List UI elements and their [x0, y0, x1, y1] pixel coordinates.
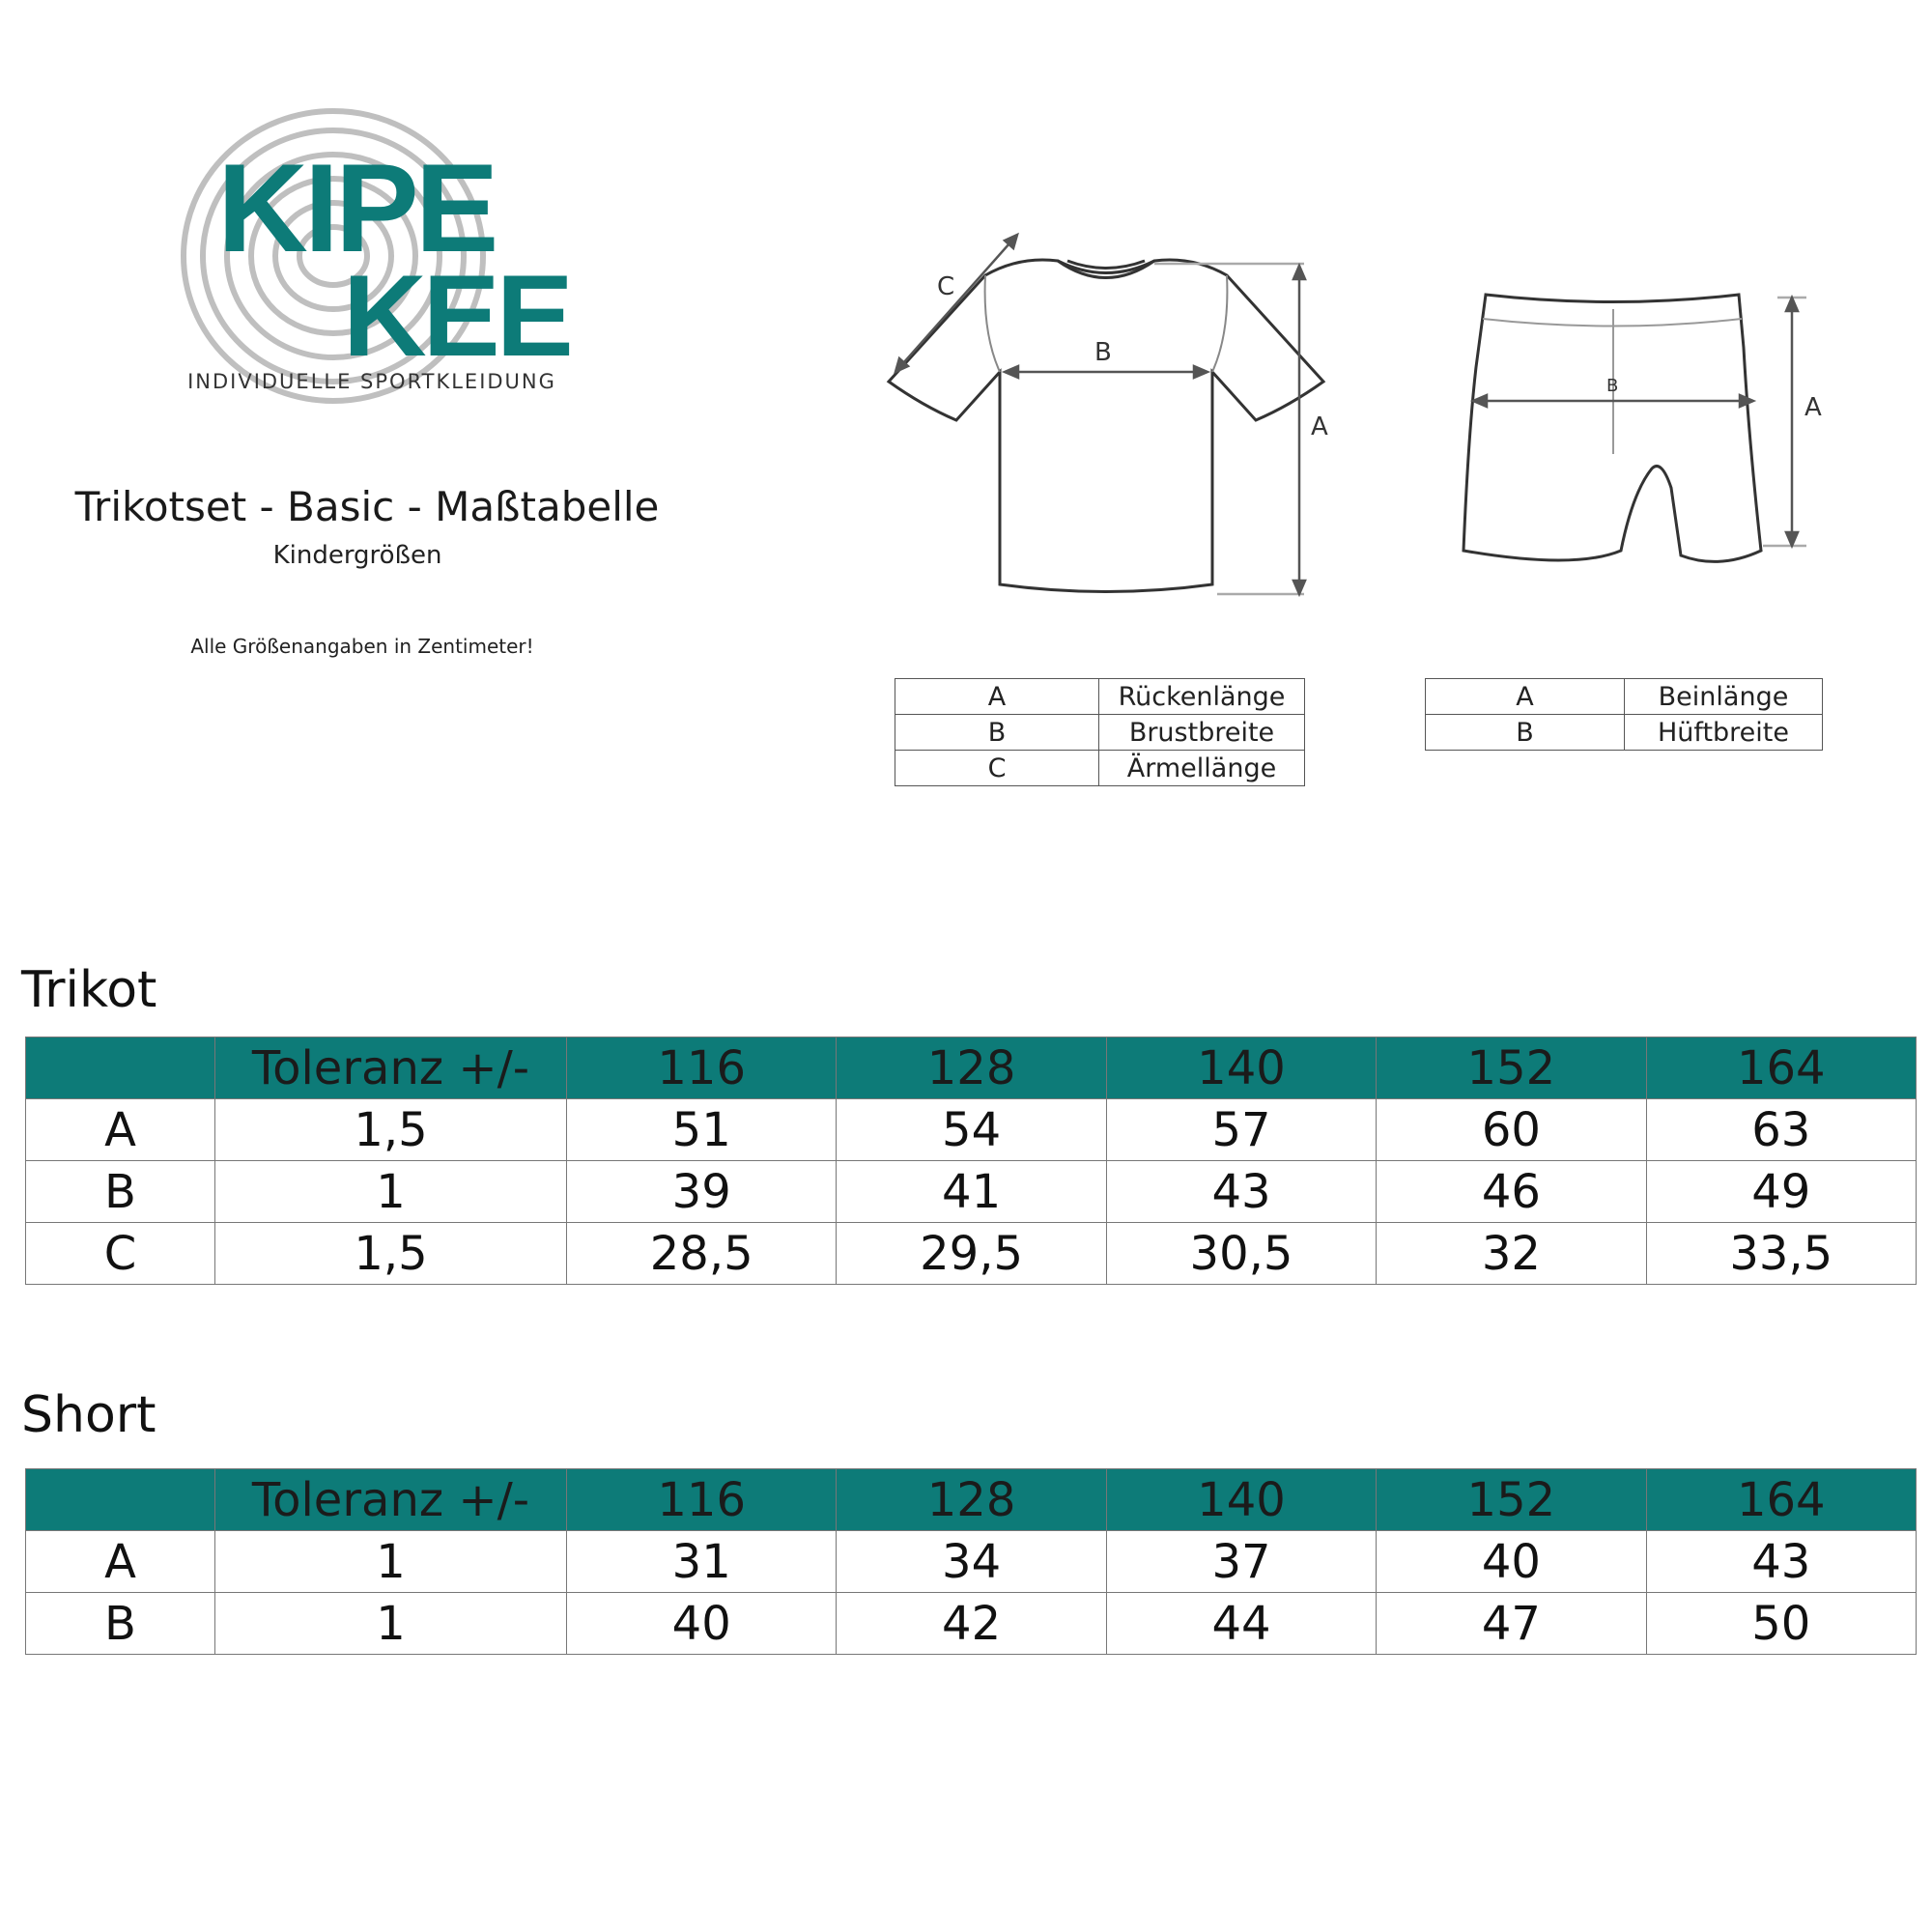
table-row: [26, 1223, 1917, 1285]
header-cell: 164: [1646, 1469, 1916, 1531]
table-cell: 49: [1646, 1161, 1916, 1223]
page-title: Trikotset - Basic - Maßtabelle: [74, 483, 660, 530]
shirt-label-a: A: [1311, 412, 1328, 441]
row-label: B: [26, 1593, 215, 1655]
table-row: [26, 1161, 1917, 1223]
table-cell: 1: [215, 1531, 567, 1593]
table-row: [26, 1593, 1917, 1655]
table-cell: 40: [1377, 1531, 1646, 1593]
legend-row: [1426, 679, 1823, 715]
table-cell: 34: [837, 1531, 1106, 1593]
table-cell: 41: [837, 1161, 1106, 1223]
shorts-diagram: [1439, 280, 1845, 628]
legend-row: [895, 679, 1305, 715]
shirt-legend-table: [895, 678, 1305, 786]
table-cell: 60: [1377, 1099, 1646, 1161]
table-cell: 1,5: [215, 1099, 567, 1161]
legend-key: B: [1426, 715, 1625, 751]
table-cell: 1: [215, 1161, 567, 1223]
legend-row: [895, 751, 1305, 786]
header-cell: Toleranz +/-: [215, 1469, 567, 1531]
legend-label: Hüftbreite: [1625, 715, 1823, 751]
shorts-legend-table: [1425, 678, 1823, 751]
trikot-size-table: [25, 1037, 1917, 1285]
shirt-label-c: C: [937, 272, 955, 301]
header-cell: 116: [567, 1469, 837, 1531]
table-cell: 40: [567, 1593, 837, 1655]
header-cell: 140: [1106, 1037, 1376, 1099]
shorts-label-b: B: [1606, 376, 1619, 396]
table-cell: 39: [567, 1161, 837, 1223]
table-cell: 42: [837, 1593, 1106, 1655]
header-cell: Toleranz +/-: [215, 1037, 567, 1099]
header-cell: 164: [1646, 1037, 1916, 1099]
table-cell: 51: [567, 1099, 837, 1161]
legend-key: A: [1426, 679, 1625, 715]
shirt-diagram: [874, 217, 1338, 613]
row-label: B: [26, 1161, 215, 1223]
legend-label: Beinlänge: [1625, 679, 1823, 715]
legend-label: Ärmellänge: [1099, 751, 1305, 786]
table-cell: 37: [1106, 1531, 1376, 1593]
kipekee-logo: [174, 97, 580, 415]
table-cell: 1: [215, 1593, 567, 1655]
short-size-table: [25, 1468, 1917, 1655]
table-cell: 32: [1377, 1223, 1646, 1285]
table-cell: 57: [1106, 1099, 1376, 1161]
table-cell: 43: [1646, 1531, 1916, 1593]
table-cell: 30,5: [1106, 1223, 1376, 1285]
logo-line2: KEE: [343, 251, 570, 381]
table-cell: 44: [1106, 1593, 1376, 1655]
table-cell: 54: [837, 1099, 1106, 1161]
legend-label: Rückenlänge: [1099, 679, 1305, 715]
table-cell: 63: [1646, 1099, 1916, 1161]
table-cell: 47: [1377, 1593, 1646, 1655]
row-label: A: [26, 1099, 215, 1161]
header-cell: 116: [567, 1037, 837, 1099]
header-cell: 140: [1106, 1469, 1376, 1531]
shirt-label-b: B: [1094, 338, 1112, 367]
table-cell: 43: [1106, 1161, 1376, 1223]
logo-tagline: INDIVIDUELLE SPORTKLEIDUNG: [187, 370, 556, 393]
table-cell: 50: [1646, 1593, 1916, 1655]
legend-key: A: [895, 679, 1099, 715]
table-header-row: [26, 1037, 1917, 1099]
row-label: C: [26, 1223, 215, 1285]
table-cell: 29,5: [837, 1223, 1106, 1285]
legend-label: Brustbreite: [1099, 715, 1305, 751]
shorts-label-a: A: [1804, 393, 1822, 422]
header-cell: 128: [837, 1037, 1106, 1099]
table-cell: 46: [1377, 1161, 1646, 1223]
table-cell: 31: [567, 1531, 837, 1593]
row-label: A: [26, 1531, 215, 1593]
table-row: [26, 1099, 1917, 1161]
logo-line1: KIPE: [217, 137, 496, 278]
shirt-outline: [889, 260, 1323, 592]
legend-key: B: [895, 715, 1099, 751]
page-subtitle: Kindergrößen: [272, 541, 442, 570]
legend-key: C: [895, 751, 1099, 786]
table-header-row: [26, 1469, 1917, 1531]
header-cell: 152: [1377, 1469, 1646, 1531]
shorts-outline: [1463, 295, 1761, 561]
legend-row: [895, 715, 1305, 751]
header-cell: [26, 1037, 215, 1099]
short-section-title: Short: [21, 1386, 156, 1444]
shirt-measure-lines: [895, 235, 1305, 594]
trikot-section-title: Trikot: [21, 961, 157, 1019]
header-cell: 128: [837, 1469, 1106, 1531]
table-row: [26, 1531, 1917, 1593]
unit-note: Alle Größenangaben in Zentimeter!: [190, 635, 534, 658]
legend-row: [1426, 715, 1823, 751]
table-cell: 28,5: [567, 1223, 837, 1285]
header-cell: [26, 1469, 215, 1531]
table-cell: 1,5: [215, 1223, 567, 1285]
header-cell: 152: [1377, 1037, 1646, 1099]
table-cell: 33,5: [1646, 1223, 1916, 1285]
